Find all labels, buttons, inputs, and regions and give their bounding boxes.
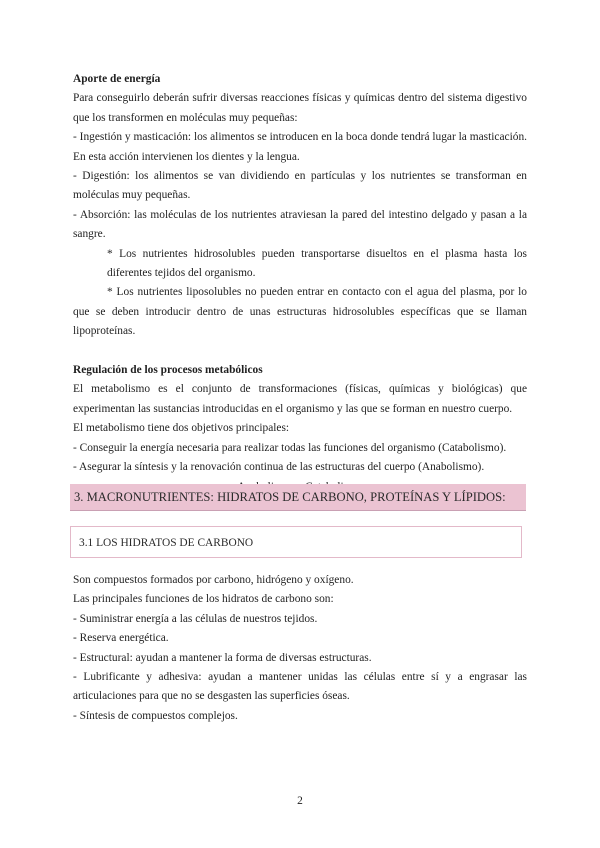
aporte-heading: Aporte de energía [73,73,161,85]
regulacion-heading: Regulación de los procesos metabólicos [73,364,263,377]
regulacion-item: - Asegurar la síntesis y la renovación continua de las estructuras del cuerpo (Anabolismo). [73,461,485,474]
hidratos-item: - Lubrificante y adhesiva: ayudan a mantener unidas las células entre sí y a engrasar las articulaciones para que no se desgasten las superficies óseas. [73,671,527,703]
regulacion-item: - Conseguir la energía necesaria para realizar todas las funciones del organismo (Catabolismo). [73,441,507,454]
hidratos-item: - Suministrar energía a las células de nuestros tejidos. [73,612,318,625]
aporte-note-liposoluble: * Los nutrientes liposolubles no pueden entrar en contacto con el agua del plasma, por lo que se deben introducir dentro de unas estructuras hidrosolubles específicas que se llaman lipoproteínas. [73,286,527,338]
aporte-section [73,70,527,497]
section-3-1-heading: 3.1 LOS HIDRATOS DE CARBONO [70,526,522,558]
hidratos-paragraph: Son compuestos formados por carbono, hidrógeno y oxígeno. [73,574,354,586]
hidratos-item: - Síntesis de compuestos complejos. [73,709,238,722]
aporte-intro: Para conseguirlo deberán sufrir diversas reacciones físicas y químicas dentro del sistema digestivo que los transformen en moléculas muy pequeñas: [73,92,527,124]
aporte-note-hydrosoluble: * Los nutrientes hidrosolubles pueden transportarse disueltos en el plasma hasta los diferentes tejidos del organismo. [107,247,527,280]
hidratos-item: - Estructural: ayudan a mantener la forma de diversas estructuras. [73,651,372,664]
regulacion-paragraph: El metabolismo tiene dos objetivos principales: [73,422,290,435]
section-3-heading: 3. MACRONUTRIENTES: HIDRATOS DE CARBONO, PROTEÍNAS Y LÍPIDOS: [70,484,526,511]
hidratos-section [73,571,527,726]
spacer [73,342,527,361]
hidratos-item: - Reserva energética. [73,632,169,645]
aporte-item: - Absorción: las moléculas de los nutrientes atraviesan la pared del intestino delgado y pasan a la sangre. [73,208,527,241]
aporte-item: - Ingestión y masticación: los alimentos se introducen en la boca donde tendrá lugar la masticación. En esta acción intervienen los dientes y la lengua. [73,131,527,163]
page-number: 2 [297,795,303,807]
aporte-item: - Digestión: los alimentos se van dividiendo en partículas y los nutrientes se transforman en moléculas muy pequeñas. [73,170,527,202]
hidratos-paragraph: Las principales funciones de los hidratos de carbono son: [73,593,334,606]
regulacion-paragraph: El metabolismo es el conjunto de transformaciones (físicas, químicas y biológicas) que experimentan las sustancias introducidas en el organismo y las que se forman en nuestro cuerpo. [73,383,527,415]
